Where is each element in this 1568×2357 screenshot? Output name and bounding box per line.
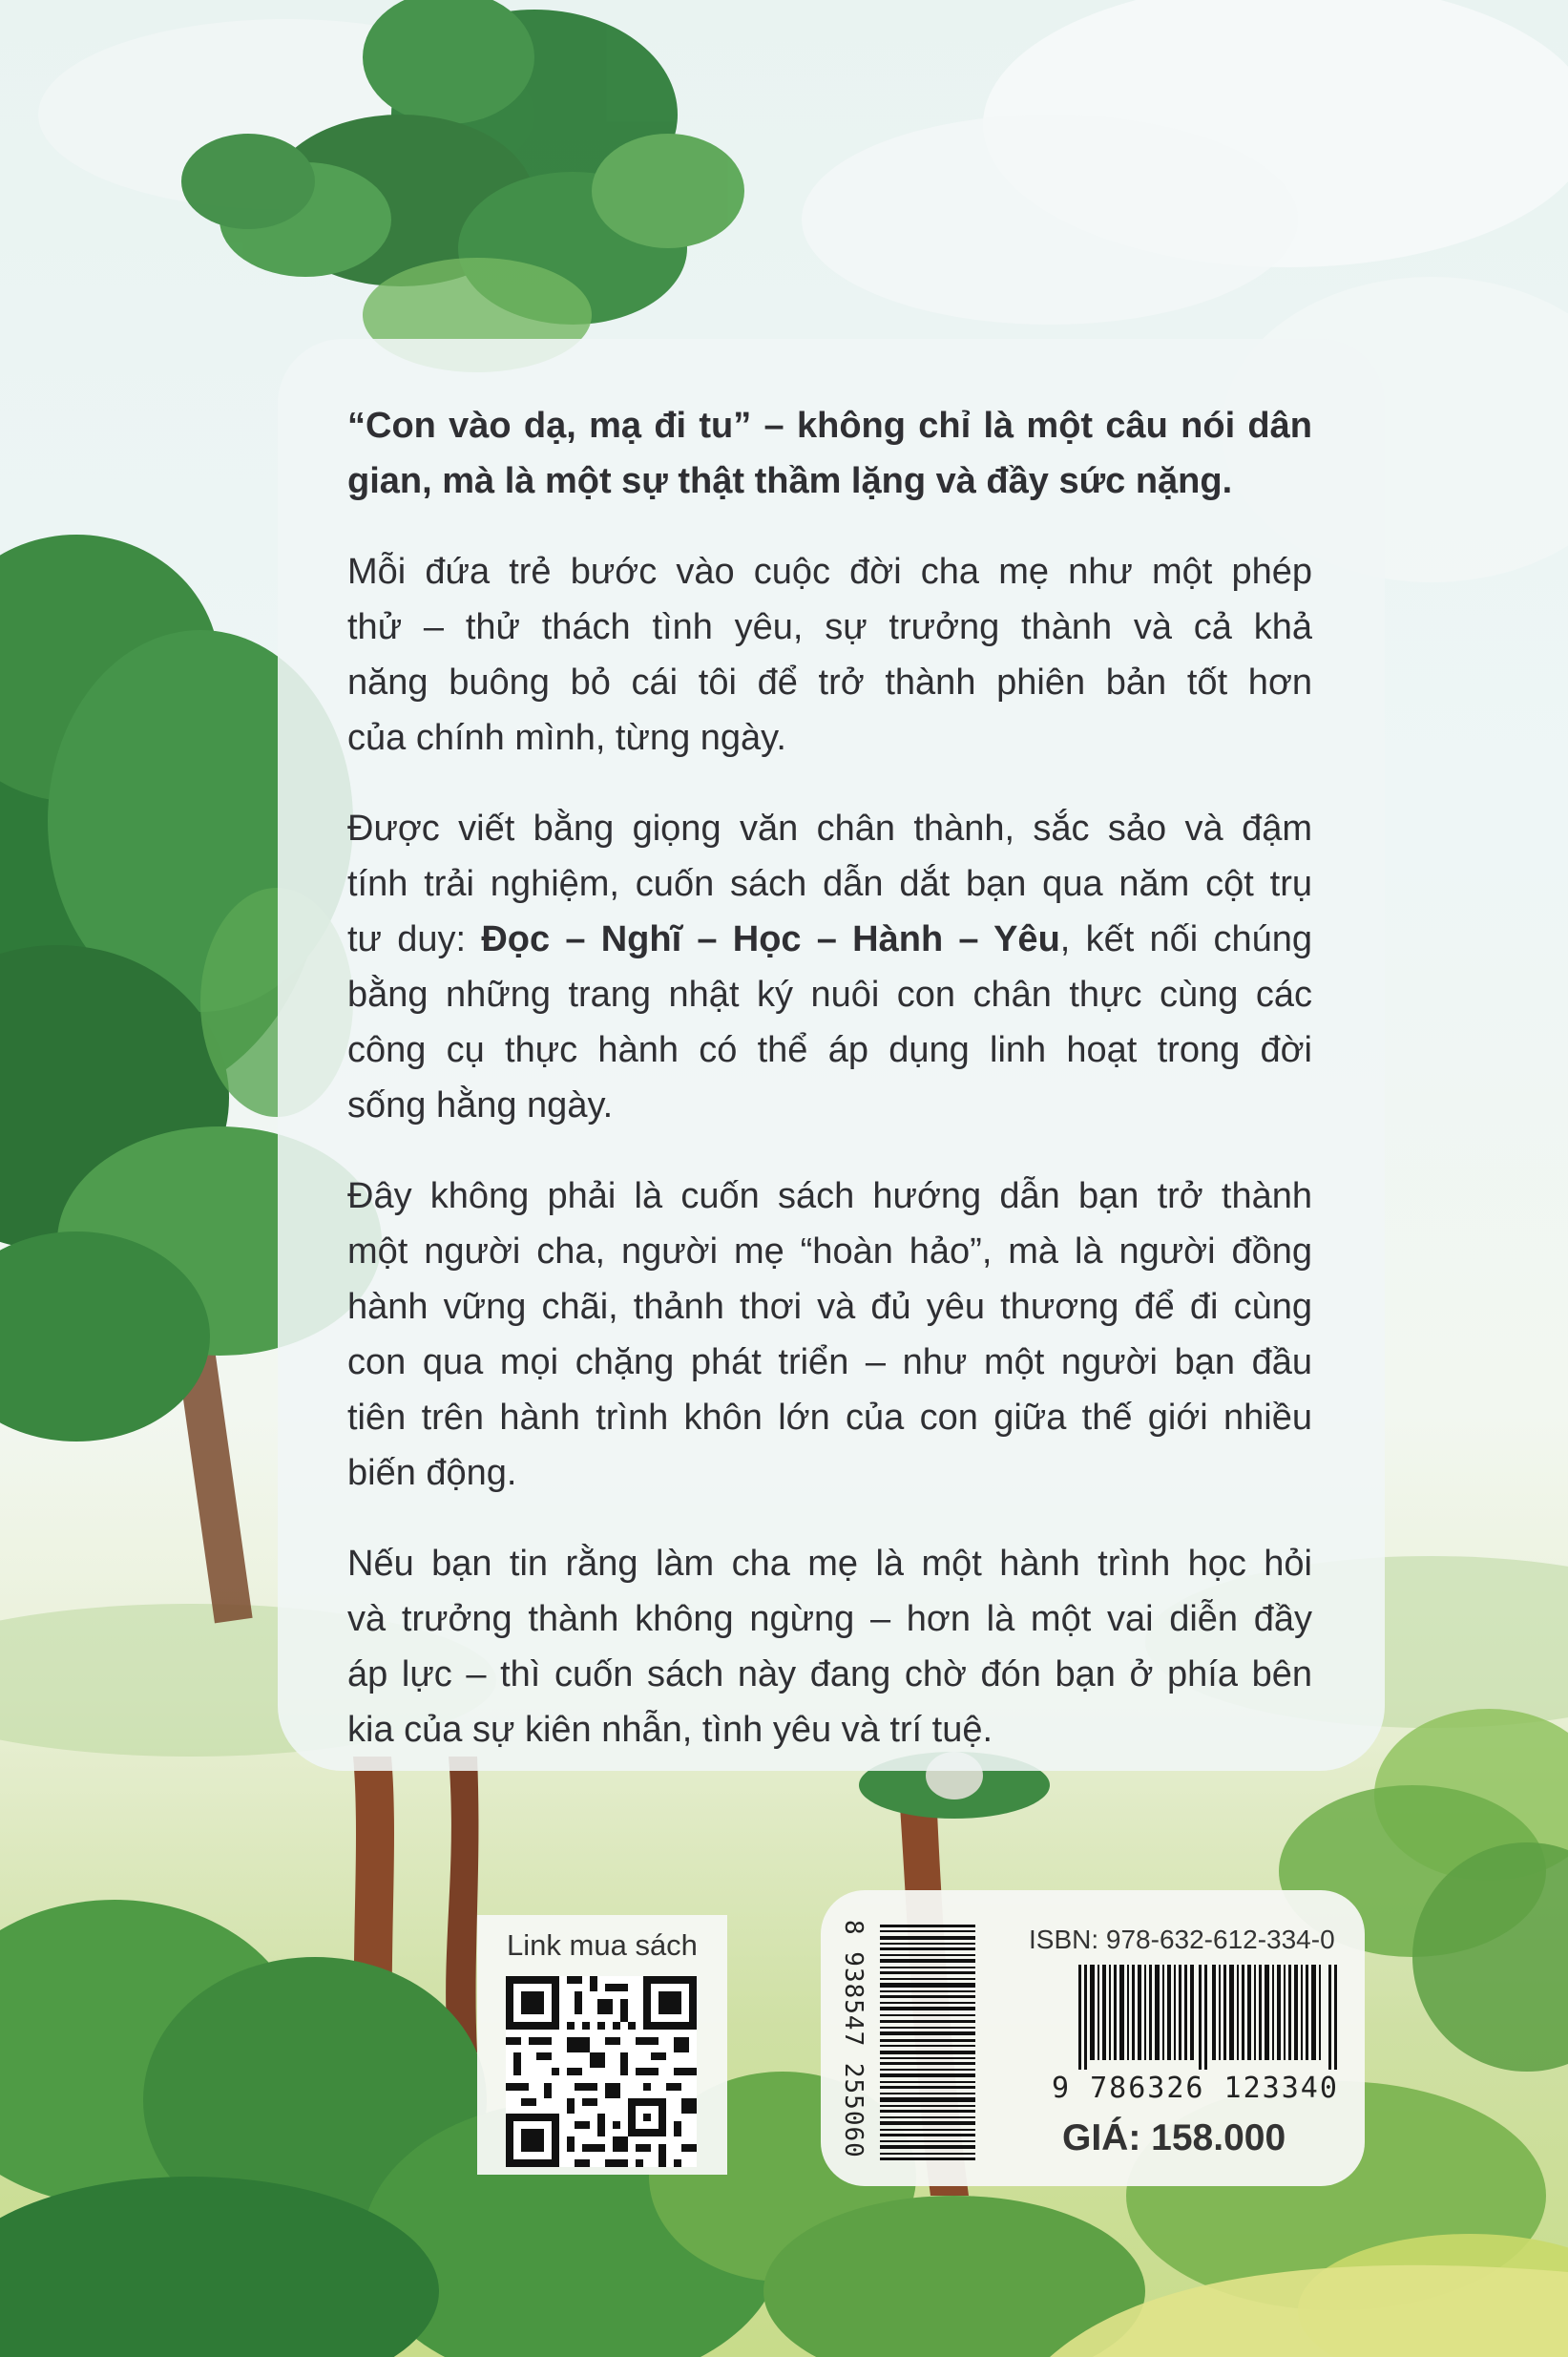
paragraph-3 [347, 801, 1312, 1133]
price-label: GIÁ: 158.000 [1062, 2117, 1286, 2158]
text-line: tiên trên hành trình khôn lớn của con giữa thế giới nhiều [347, 1398, 1312, 1438]
text-segment: , kết nối chúng [1059, 919, 1312, 959]
text-line: của chính mình, từng ngày. [347, 718, 786, 758]
isbn-number: ISBN: 978-632-612-334-0 [1029, 1925, 1335, 1954]
lead-paragraph [347, 398, 1312, 509]
qr-code-icon[interactable] [506, 1976, 697, 2167]
text-line: kia của sự kiên nhẫn, tình yêu và trí tuệ. [347, 1710, 993, 1750]
paragraph-5 [347, 1536, 1312, 1757]
text-line: con qua mọi chặng phát triển – như một người bạn đầu [347, 1342, 1312, 1382]
text-line: “Con vào dạ, mạ đi tu” – không chỉ là một câu nói dân [347, 406, 1312, 446]
text-line: Mỗi đứa trẻ bước vào cuộc đời cha mẹ như một phép [347, 552, 1312, 592]
side-barcode-icon [880, 1925, 975, 2161]
text-line: Đây không phải là cuốn sách hướng dẫn bạn trở thành [347, 1176, 1312, 1216]
text-segment: tư duy: [347, 919, 482, 959]
side-barcode-digits: 8 938547 255060 [839, 1920, 868, 2158]
text-line: sống hằng ngày. [347, 1085, 614, 1126]
text-line: một người cha, người mẹ “hoàn hảo”, mà là người đồng [347, 1231, 1312, 1272]
text-line-with-pillars [347, 912, 1312, 967]
text-line: và trưởng thành không ngừng – hơn là một vai diễn đầy [347, 1599, 1312, 1639]
text-line: gian, mà là một sự thật thầm lặng và đầy sức nặng. [347, 461, 1233, 501]
purchase-link-label: Link mua sách [507, 1928, 698, 1962]
purchase-qr-card[interactable] [477, 1915, 727, 2175]
description-panel [278, 339, 1385, 1771]
text-line: tính trải nghiệm, cuốn sách dẫn dắt bạn qua năm cột trụ [347, 864, 1312, 904]
five-pillars-emphasis: Đọc – Nghĩ – Học – Hành – Yêu [481, 919, 1060, 959]
text-line: Được viết bằng giọng văn chân thành, sắc sảo và đậm [347, 809, 1312, 849]
paragraph-4 [347, 1168, 1312, 1501]
text-line: áp lực – thì cuốn sách này đang chờ đón bạn ở phía bên [347, 1654, 1312, 1694]
ean-barcode-icon [1078, 1965, 1344, 2070]
isbn-price-card [821, 1890, 1365, 2186]
text-line: Nếu bạn tin rằng làm cha mẹ là một hành trình học hỏi [347, 1544, 1312, 1584]
text-line: biến động. [347, 1453, 517, 1493]
ean-barcode-digits: 9 786326 123340 [1052, 2072, 1339, 2105]
text-line: hành vững chãi, thảnh thơi và đủ yêu thương để đi cùng [347, 1287, 1312, 1327]
text-line: thử – thử thách tình yêu, sự trưởng thành và cả khả [347, 607, 1312, 647]
paragraph-2 [347, 544, 1312, 766]
text-line: bằng những trang nhật ký nuôi con chân thực cùng các [347, 975, 1312, 1015]
text-line: công cụ thực hành có thể áp dụng linh hoạt trong đời [347, 1030, 1312, 1070]
text-line: năng buông bỏ cái tôi để trở thành phiên bản tốt hơn [347, 663, 1312, 703]
